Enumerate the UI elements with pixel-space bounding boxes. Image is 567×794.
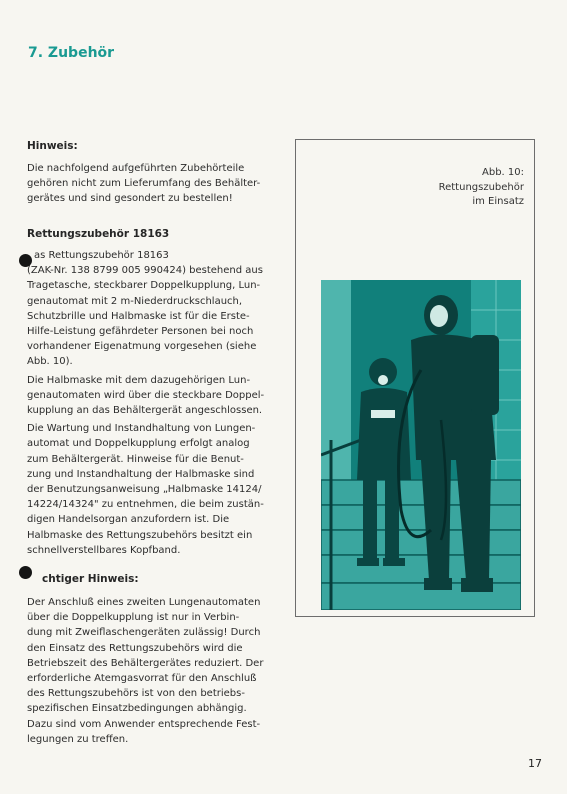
figure-frame	[295, 139, 535, 617]
text-line: zum Behältergerät. Hinweise für die Benut-	[27, 453, 244, 465]
text-line: dung mit Zweiflaschengeräten zulässig! Durch	[27, 627, 261, 639]
text-line: 14224/14324" zu entnehmen, die beim zustän-	[27, 499, 264, 511]
text-line: genautomat mit 2 m-Niederdruckschlauch,	[27, 295, 243, 307]
text-line: Die Wartung und Instandhaltung von Lungen-	[27, 423, 256, 435]
paragraph-2	[27, 373, 279, 419]
caption-line: Abb. 10:	[482, 167, 524, 178]
page-number: 17	[528, 757, 542, 770]
punch-hole	[19, 566, 32, 579]
text-line: zung und Instandhaltung der Halbmaske sind	[27, 468, 255, 480]
text-line: erforderliche Atemgasvorrat für den Anschluß	[27, 673, 257, 685]
text-line: (ZAK-Nr. 138 8799 005 990424) bestehend aus	[27, 265, 263, 277]
text-line: Dazu sind vom Anwender entsprechende Fest-	[27, 718, 261, 730]
text-line: automat und Doppelkupplung erfolgt analog	[27, 438, 250, 450]
wichtiger-hinweis-text	[27, 595, 279, 747]
text-line: Der Anschluß eines zweiten Lungenautomaten	[27, 597, 261, 608]
text-line: schnellverstellbares Kopfband.	[27, 544, 181, 556]
text-line: digen Handelsorgan anzufordern ist. Die	[27, 514, 230, 526]
text-line: Hilfe-Leistung gefährdeter Personen bei noch	[27, 326, 254, 338]
hinweis-text	[27, 161, 279, 207]
text-line: des Rettungszubehörs ist von den betriebs-	[27, 688, 245, 700]
text-line: Die Halbmaske mit dem dazugehörigen Lun-	[27, 374, 251, 386]
text-line: spezifischen Einsatzbedingungen abhängig.	[27, 703, 247, 715]
text-line: Abb. 10).	[27, 356, 73, 368]
paragraph-3	[27, 421, 279, 558]
hinweis-block	[27, 140, 279, 207]
figure-caption	[439, 166, 524, 210]
wichtiger-hinweis-block	[27, 573, 279, 747]
caption-line: Rettungszubehör	[438, 181, 524, 193]
hinweis-heading: Hinweis:	[27, 140, 78, 152]
text-line: den Einsatz des Rettungszubehörs wird die	[27, 642, 243, 654]
rettungszubehoer-heading: Rettungszubehör 18163	[27, 228, 170, 240]
section-title: 7. Zubehör	[28, 45, 115, 61]
rettungszubehoer-block	[27, 228, 279, 558]
wichtiger-hinweis-heading: chtiger Hinweis:	[42, 573, 139, 585]
text-line: vorhandener Eigenatmung vorgesehen (siehe	[27, 341, 257, 353]
photo-rescue-equipment-icon	[321, 280, 521, 610]
text-line: Schutzbrille und Halbmaske ist für die Erste-	[27, 310, 250, 322]
text-line: Halbmaske des Rettungszubehörs besitzt ein	[27, 529, 253, 541]
text-line: kupplung an das Behältergerät angeschlossen.	[27, 405, 263, 417]
text-line: gehören nicht zum Lieferumfang des Behälter-	[27, 178, 261, 190]
text-line: Tragetasche, steckbarer Doppelkupplung, Lun-	[27, 280, 261, 292]
text-line: Die nachfolgend aufgeführten Zubehörteile	[27, 163, 245, 174]
caption-line: im Einsatz	[472, 196, 524, 207]
paragraph-1	[27, 248, 279, 370]
text-line: über die Doppelkupplung ist nur in Verbin-	[27, 612, 240, 624]
text-line: as Rettungszubehör 18163	[34, 250, 169, 261]
text-line: legungen zu treffen.	[27, 733, 129, 745]
text-line: der Benutzungsanweisung „Halbmaske 14124/	[27, 484, 262, 496]
text-line: Betriebszeit des Behältergerätes reduziert. Der	[27, 657, 264, 669]
punch-hole	[19, 254, 32, 267]
text-line: gerätes und sind gesondert zu bestellen!	[27, 193, 233, 205]
text-line: genautomaten wird über die steckbare Doppel-	[27, 389, 265, 401]
